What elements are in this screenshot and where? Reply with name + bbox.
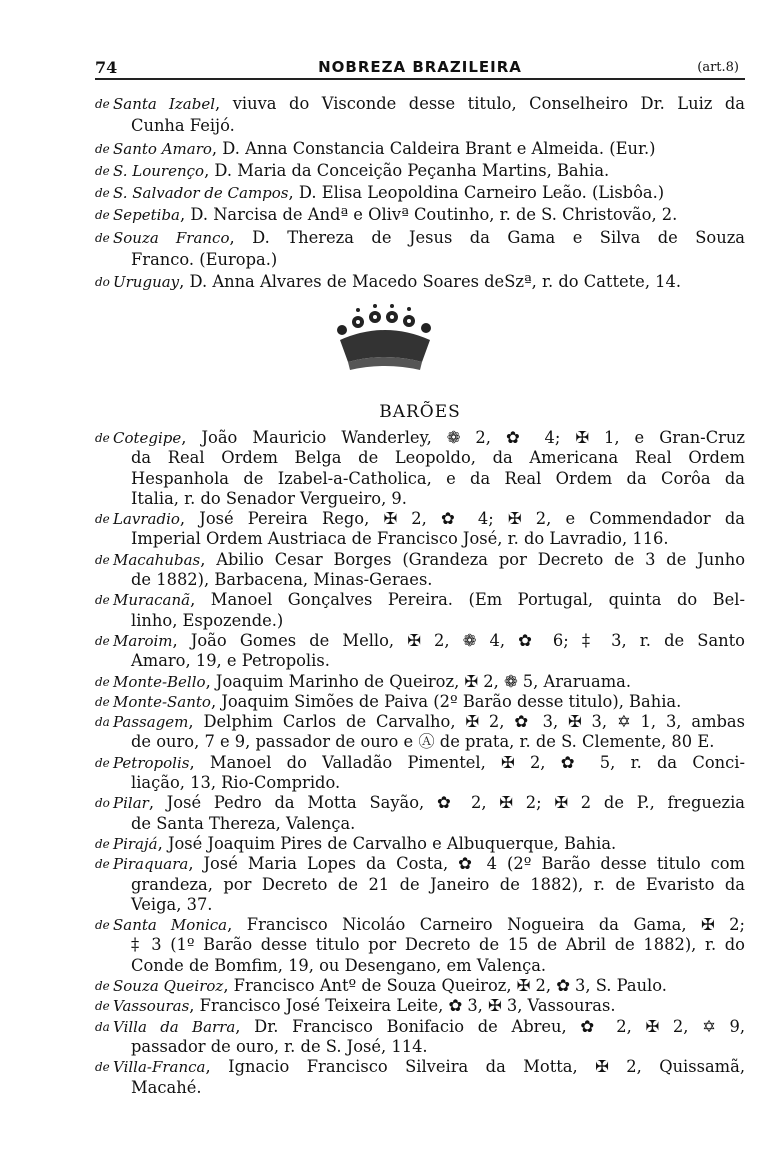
entry-text: Cunha Feijó.: [131, 116, 235, 136]
entry-text: de Santa Thereza, Valença.: [131, 813, 356, 833]
entry-text: Hespanhola de Izabel-a-Catholica, e da Real Ordem da Corôa da: [131, 468, 745, 488]
entry-title: Santa Monica: [113, 916, 228, 935]
entry-title: Petropolis: [113, 753, 190, 772]
entry-line: [95, 692, 745, 712]
entry-title: S. Lourenço: [113, 161, 205, 180]
entry-title: Maroim: [113, 631, 173, 650]
entry-text: Amaro, 19, e Petropolis.: [131, 651, 330, 671]
entry-prefix: de: [95, 918, 110, 933]
list-item: [95, 834, 745, 854]
entry-prefix: de: [95, 186, 110, 201]
entry-prefix: de: [95, 552, 110, 567]
entry-title: Monte-Santo: [113, 692, 211, 711]
entry-text: , D. Anna Alvares de Macedo Soares deSzª, r. do Cattete, 14.: [179, 272, 682, 292]
entry-title: Passagem: [113, 713, 189, 732]
list-item: [95, 227, 745, 272]
entry-line: [95, 814, 745, 834]
list-item: [95, 672, 745, 692]
entry-text: , Abilio Cesar Borges (Grandeza por Decreto de 3 de Junho: [200, 549, 745, 569]
crown-ornament-icon: [320, 300, 450, 372]
entry-prefix: de: [95, 1060, 110, 1075]
entry-text: , José Maria Lopes da Costa, ✿ 4 (2º Barão desse titulo com: [188, 854, 745, 874]
entry-line: [95, 996, 745, 1016]
entry-line: [95, 570, 745, 590]
page-number: 74: [95, 58, 118, 77]
entry-title: Villa da Barra: [113, 1017, 236, 1036]
entry-title: Villa-Franca: [113, 1058, 206, 1077]
entry-line: [95, 138, 745, 160]
entry-text: , D. Maria da Conceição Peçanha Martins, Bahia.: [204, 160, 610, 180]
entry-line: [95, 115, 745, 137]
entry-text: , João Gomes de Mello, ✠ 2, ❁ 4, ✿ 6; ‡ 3, r. de Santo: [172, 630, 745, 650]
entry-title: Santa Izabel: [113, 95, 216, 113]
list-item: [95, 692, 745, 712]
list-item: [95, 271, 745, 293]
page-header: [95, 56, 745, 80]
entry-line: [95, 227, 745, 249]
entry-prefix: de: [95, 141, 110, 156]
list-item: [95, 1057, 745, 1098]
entry-prefix: de: [95, 512, 110, 527]
entry-line: [95, 915, 745, 935]
entry-line: [95, 550, 745, 570]
entry-line: [95, 976, 745, 996]
entry-text: , José Pereira Rego, ✠ 2, ✿ 4; ✠ 2, e Commendador da: [179, 509, 745, 529]
viscondessas-list: [95, 93, 745, 294]
entry-line: [95, 651, 745, 671]
entry-line: [95, 631, 745, 651]
baroes-list: [95, 428, 745, 1098]
entry-line: [95, 875, 745, 895]
entry-text: , José Pedro da Motta Sayão, ✿ 2, ✠ 2; ✠ 2 de P., freguezia: [148, 793, 745, 813]
entry-text: , Manoel do Valladão Pimentel, ✠ 2, ✿ 5, r. da Conci-: [189, 752, 745, 772]
list-item: [95, 590, 745, 631]
entry-text: , D. Elisa Leopoldina Carneiro Leão. (Lisbôa.): [288, 183, 665, 203]
entry-line: [95, 448, 745, 468]
entry-text: , Francisco Nicoláo Carneiro Nogueira da Gama, ✠ 2;: [227, 915, 746, 935]
entry-line: [95, 182, 745, 204]
entry-title: Macahubas: [113, 550, 201, 569]
entry-text: , Francisco Antº de Souza Queiroz, ✠ 2, ✿ 3, S. Paulo.: [223, 976, 667, 996]
entry-title: Lavradio: [113, 510, 180, 529]
entry-line: [95, 672, 745, 692]
entry-title: Cotegipe: [113, 429, 182, 447]
entry-prefix: da: [95, 715, 110, 730]
entry-prefix: de: [95, 208, 110, 223]
entry-prefix: da: [95, 1019, 110, 1034]
entry-title: Uruguay: [113, 273, 180, 292]
entry-text: Macahé.: [131, 1077, 202, 1097]
entry-title: Vassouras: [113, 997, 190, 1016]
entry-text: , Joaquim Marinho de Queiroz, ✠ 2, ❁ 5, Araruama.: [205, 671, 632, 691]
entry-line: [95, 428, 745, 448]
entry-line: [95, 469, 745, 489]
entry-prefix: de: [95, 633, 110, 648]
entry-text: passador de ouro, r. de S. José, 114.: [131, 1036, 428, 1056]
entry-text: de ouro, 7 e 9, passador de ouro e Ⓐ de prata, r. de S. Clemente, 80 E.: [131, 732, 715, 752]
entry-line: [95, 732, 745, 752]
entry-line: [95, 1037, 745, 1057]
entry-line: [95, 895, 745, 915]
entry-text: da Real Ordem Belga de Leopoldo, da Americana Real Ordem: [131, 448, 745, 468]
entry-text: Italia, r. do Senador Vergueiro, 9.: [131, 488, 407, 508]
entry-text: , D. Anna Constancia Caldeira Brant e Almeida. (Eur.): [211, 138, 656, 158]
entry-text: de 1882), Barbacena, Minas-Geraes.: [131, 570, 433, 590]
entry-text: , Manoel Gonçalves Pereira. (Em Portugal, quinta do Bel-: [190, 590, 745, 610]
list-item: [95, 428, 745, 509]
entry-line: [95, 160, 745, 182]
entry-prefix: do: [95, 796, 110, 811]
entry-prefix: de: [95, 979, 110, 994]
entry-line: [95, 956, 745, 976]
list-item: [95, 854, 745, 915]
entry-prefix: de: [95, 431, 110, 445]
entry-line: [95, 1078, 745, 1098]
list-item: [95, 160, 745, 182]
entry-line: [95, 204, 745, 226]
entry-prefix: de: [95, 230, 110, 245]
entry-text: Veiga, 37.: [131, 894, 213, 914]
entry-text: Conde de Bomfim, 19, ou Desengano, em Valença.: [131, 955, 547, 975]
entry-line: [95, 529, 745, 549]
entry-line: [95, 773, 745, 793]
entry-line: [95, 249, 745, 271]
entry-title: Pirajá: [113, 834, 158, 853]
entry-title: Pilar: [113, 794, 149, 813]
entry-line: [95, 590, 745, 610]
entry-title: S. Salvador de Campos: [113, 184, 289, 203]
entry-line: [95, 753, 745, 773]
entry-text: linho, Espozende.): [131, 610, 284, 630]
list-item: [95, 793, 745, 834]
entry-prefix: do: [95, 275, 110, 290]
entry-title: Santo Amaro: [113, 139, 212, 158]
list-item: [95, 915, 745, 976]
entry-text: Franco. (Europa.): [131, 250, 278, 270]
entry-prefix: de: [95, 694, 110, 709]
entry-line: [95, 854, 745, 874]
entry-prefix: de: [95, 97, 110, 111]
entry-text: , Francisco José Teixeira Leite, ✿ 3, ✠ 3, Vassouras.: [189, 996, 616, 1016]
entry-text: , D. Thereza de Jesus da Gama e Silva de Souza: [229, 227, 745, 247]
entry-prefix: de: [95, 593, 110, 608]
entry-line: [95, 1017, 745, 1037]
article-reference: (art.8): [697, 60, 739, 75]
entry-title: Monte-Bello: [113, 672, 206, 691]
entry-line: [95, 793, 745, 813]
entry-line: [95, 509, 745, 529]
entry-prefix: de: [95, 999, 110, 1014]
entry-prefix: de: [95, 857, 110, 872]
entry-title: Souza Queiroz: [113, 977, 224, 996]
entry-text: Imperial Ordem Austriaca de Francisco José, r. do Lavradio, 116.: [131, 529, 669, 549]
entry-text: , Ignacio Francisco Silveira da Motta, ✠ 2, Quissamã,: [205, 1057, 745, 1077]
entry-text: grandeza, por Decreto de 21 de Janeiro de 1882), r. de Evaristo da: [131, 874, 745, 894]
entry-line: [95, 1057, 745, 1077]
entry-text: , D. Narcisa de Andª e Olivª Coutinho, r. de S. Christovão, 2.: [180, 205, 678, 225]
running-title: NOBREZA BRAZILEIRA: [318, 58, 522, 76]
entry-line: [95, 489, 745, 509]
list-item: [95, 550, 745, 591]
entry-text: , José Joaquim Pires de Carvalho e Albuquerque, Bahia.: [157, 833, 617, 853]
entry-text: liação, 13, Rio-Comprido.: [131, 773, 341, 793]
entry-prefix: de: [95, 836, 110, 851]
section-heading-baroes: BARÕES: [379, 402, 461, 422]
list-item: [95, 753, 745, 794]
entry-line: [95, 712, 745, 732]
entry-text: , Dr. Francisco Bonifacio de Abreu, ✿ 2, ✠ 2, ✡ 9,: [235, 1016, 745, 1036]
list-item: [95, 996, 745, 1016]
list-item: [95, 631, 745, 672]
entry-title: Sepetiba: [113, 206, 181, 225]
entry-text: , Joaquim Simões de Paiva (2º Barão desse titulo), Bahia.: [210, 691, 682, 711]
entry-prefix: de: [95, 163, 110, 178]
entry-text: , João Mauricio Wanderley, ❁ 2, ✿ 4; ✠ 1, e Gran-Cruz: [181, 428, 745, 447]
entry-title: Souza Franco: [113, 228, 230, 247]
list-item: [95, 1017, 745, 1058]
entry-line: [95, 834, 745, 854]
list-item: [95, 712, 745, 753]
list-item: [95, 138, 745, 160]
list-item: [95, 976, 745, 996]
entry-prefix: de: [95, 755, 110, 770]
list-item: [95, 509, 745, 550]
list-item: [95, 204, 745, 226]
list-item: [95, 182, 745, 204]
entry-line: [95, 935, 745, 955]
entry-line: [95, 611, 745, 631]
entry-line: [95, 93, 745, 115]
entry-text: , viuva do Visconde desse titulo, Conselheiro Dr. Luiz da: [215, 94, 745, 113]
entry-text: , Delphim Carlos de Carvalho, ✠ 2, ✿ 3, ✠ 3, ✡ 1, 3, ambas: [188, 712, 745, 732]
entry-title: Piraquara: [113, 855, 189, 874]
entry-title: Muracanã: [113, 591, 191, 610]
entry-prefix: de: [95, 674, 110, 689]
entry-text: ‡ 3 (1º Barão desse titulo por Decreto de 15 de Abril de 1882), r. do: [131, 935, 745, 955]
entry-line: [95, 271, 745, 293]
list-item: [95, 93, 745, 138]
